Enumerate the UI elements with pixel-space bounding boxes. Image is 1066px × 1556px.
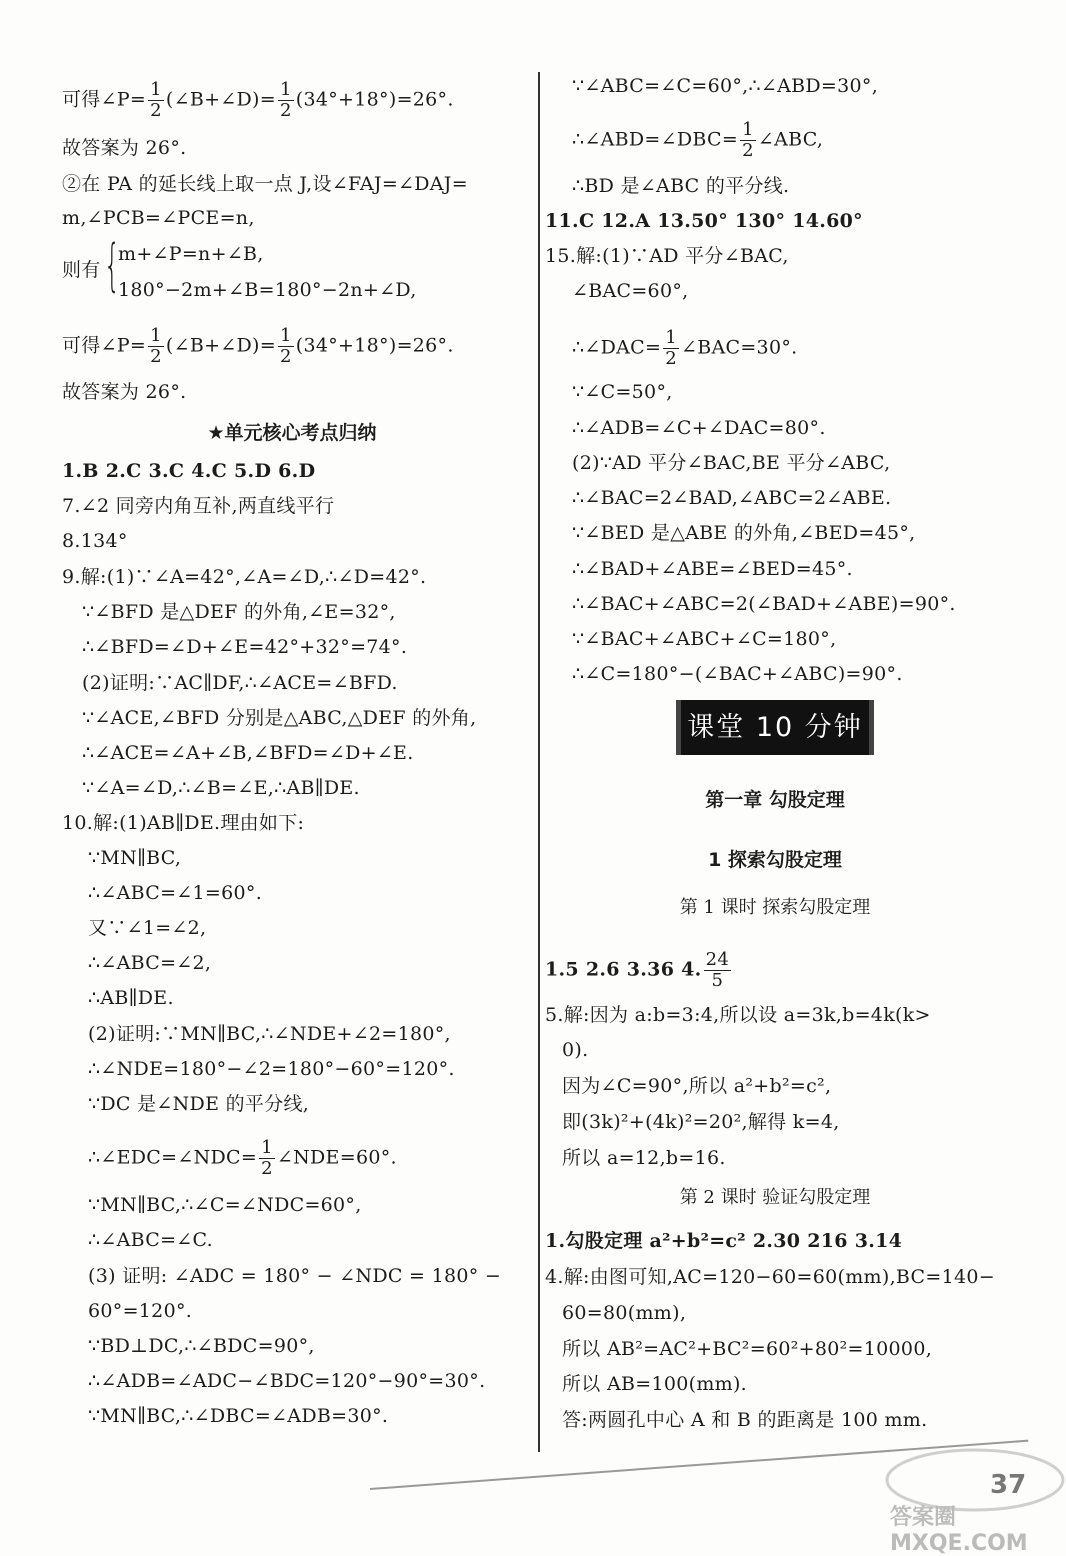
q9-line-7: ∵∠A=∠D,∴∠B=∠E,∴AB∥DE. [82,777,360,799]
q9-line-3: ∴∠BFD=∠D+∠E=42°+32°=74°. [82,636,408,658]
q10-line-12: ∴∠ABC=∠C. [88,1229,214,1251]
q9-line-2: ∵∠BFD 是△DEF 的外角,∠E=32°, [82,601,396,623]
q9-line-4: (2)证明:∵AC∥DF,∴∠ACE=∠BFD. [82,672,398,694]
lesson1-q5-line-1: 5.解:因为 a:b=3:4,所以设 a=3k,b=4k(k> [545,1004,931,1026]
q10-line-16: ∴∠ADB=∠ADC−∠BDC=120°−90°=30°. [88,1370,486,1392]
q10-line-6: ∴AB∥DE. [88,987,174,1009]
lesson2-answers-1-3: 1.勾股定理 a²+b²=c² 2.30 216 3.14 [545,1230,903,1252]
section-heading: ★单元核心考点归纳 [207,422,377,444]
right-line-2: ∴∠ABD=∠DBC= $\frac{1}{2}$ ∠ABC, [572,119,824,161]
left-line-7: 故答案为 26°. [62,381,187,403]
q15-line-8: ∵∠BED 是△ABE 的外角,∠BED=45°, [572,522,916,544]
left-line-1: 可得∠P= $\frac{1}{2}$ (∠B+∠D)= $\frac{1}{2}$ (34°+18°)=26°. [62,79,454,121]
q15-line-1: 15.解:(1)∵AD 平分∠BAC, [545,245,789,267]
lesson2-q4-line-3: 所以 AB²=AC²+BC²=60²+80²=10000, [562,1338,933,1360]
section-title: 1 探索勾股定理 [708,849,842,871]
column-divider [538,72,540,1452]
q10-line-11: ∵MN∥BC,∴∠C=∠NDC=60°, [88,1194,362,1216]
chapter-title: 第一章 勾股定理 [705,789,845,811]
q15-line-11: ∵∠BAC+∠ABC+∠C=180°, [572,628,837,650]
q10-line-14: 60°=120°. [88,1300,193,1322]
q15-line-3: ∴∠DAC= $\frac{1}{2}$ ∠BAC=30°. [572,327,798,369]
q10-line-8: ∴∠NDE=180°−∠2=180°−60°=120°. [88,1058,455,1080]
answers-1-6: 1.B 2.C 3.C 4.C 5.D 6.D [62,460,316,482]
lesson-2-title: 第 2 课时 验证勾股定理 [679,1187,871,1208]
q9-line-5: ∵∠ACE,∠BFD 分别是△ABC,△DEF 的外角, [82,707,477,729]
lesson2-q4-line-2: 60=80(mm), [562,1302,687,1324]
lesson1-answers-1-4: 1.5 2.6 3.36 4. $\frac{24}{5}$ [545,949,730,991]
lesson-1-title: 第 1 课时 探索勾股定理 [679,897,871,918]
system-eq-2: 180°−2m+∠B=180°−2n+∠D, [118,279,417,301]
q10-line-4: 又∵∠1=∠2, [88,917,207,939]
q10-line-2: ∵MN∥BC, [88,847,182,869]
page-number: 37 [990,1470,1027,1500]
lesson1-q5-line-2: 0). [562,1039,589,1061]
q9-line-1: 9.解:(1)∵∠A=42°,∠A=∠D,∴∠D=42°. [62,566,427,588]
right-line-3: ∴BD 是∠ABC 的平分线. [572,175,790,197]
q10-line-7: (2)证明:∵MN∥BC,∴∠NDE+∠2=180°, [88,1023,451,1045]
q15-line-7: ∴∠BAC=2∠BAD,∠ABC=2∠ABE. [572,487,892,509]
q15-line-10: ∴∠BAC+∠ABC=2(∠BAD+∠ABE)=90°. [572,593,956,615]
q10-line-9: ∵DC 是∠NDE 的平分线, [88,1093,310,1115]
q15-line-6: (2)∵AD 平分∠BAC,BE 平分∠ABC, [572,452,891,474]
system-brace: { [104,233,121,298]
answer-7: 7.∠2 同旁内角互补,两直线平行 [62,495,335,517]
right-line-1: ∵∠ABC=∠C=60°,∴∠ABD=30°, [572,75,879,97]
q15-line-5: ∴∠ADB=∠C+∠DAC=80°. [572,417,826,439]
lesson2-q4-line-1: 4.解:由图可知,AC=120−60=60(mm),BC=140− [545,1266,995,1288]
q10-line-13: (3) 证明: ∠ADC = 180° − ∠NDC = 180° − [88,1265,502,1287]
left-line-3: ②在 PA 的延长线上取一点 J,设∠FAJ=∠DAJ= [62,173,468,195]
left-line-6: 可得∠P= $\frac{1}{2}$ (∠B+∠D)= $\frac{1}{2}$ (34°+18°)=26°. [62,325,454,367]
answer-8: 8.134° [62,530,128,552]
q15-line-2: ∠BAC=60°, [572,280,689,302]
q9-line-6: ∴∠ACE=∠A+∠B,∠BFD=∠D+∠E. [82,742,414,764]
q10-line-15: ∵BD⊥DC,∴∠BDC=90°, [88,1335,315,1357]
q10-line-3: ∴∠ABC=∠1=60°. [88,882,263,904]
q10-line-5: ∴∠ABC=∠2, [88,952,212,974]
section-banner: 课堂 10 分钟 [676,700,874,755]
q15-line-9: ∴∠BAD+∠ABE=∠BED=45°. [572,558,853,580]
lesson1-q5-line-3: 因为∠C=90°,所以 a²+b²=c², [562,1075,832,1097]
system-eq-1: m+∠P=n+∠B, [118,243,264,265]
lesson2-q4-line-4: 所以 AB=100(mm). [562,1373,748,1395]
answers-11-14: 11.C 12.A 13.50° 130° 14.60° [545,210,863,232]
watermark-text: 答案圈 MXQE.COM [890,1505,1028,1556]
q10-line-17: ∵MN∥BC,∴∠DBC=∠ADB=30°. [88,1405,389,1427]
q10-line-10: ∴∠EDC=∠NDC= $\frac{1}{2}$ ∠NDE=60°. [88,1137,397,1179]
q15-line-4: ∵∠C=50°, [572,381,673,403]
left-line-4: m,∠PCB=∠PCE=n, [62,207,255,229]
lesson1-q5-line-4: 即(3k)²+(4k)²=20²,解得 k=4, [562,1111,840,1133]
left-line-5-label: 则有 [62,259,101,281]
q15-line-12: ∴∠C=180°−(∠BAC+∠ABC)=90°. [572,663,903,685]
q10-line-1: 10.解:(1)AB∥DE.理由如下: [62,812,305,834]
lesson2-q4-line-5: 答:两圆孔中心 A 和 B 的距离是 100 mm. [562,1409,928,1431]
left-line-2: 故答案为 26°. [62,137,187,159]
lesson1-q5-line-5: 所以 a=12,b=16. [562,1147,726,1169]
